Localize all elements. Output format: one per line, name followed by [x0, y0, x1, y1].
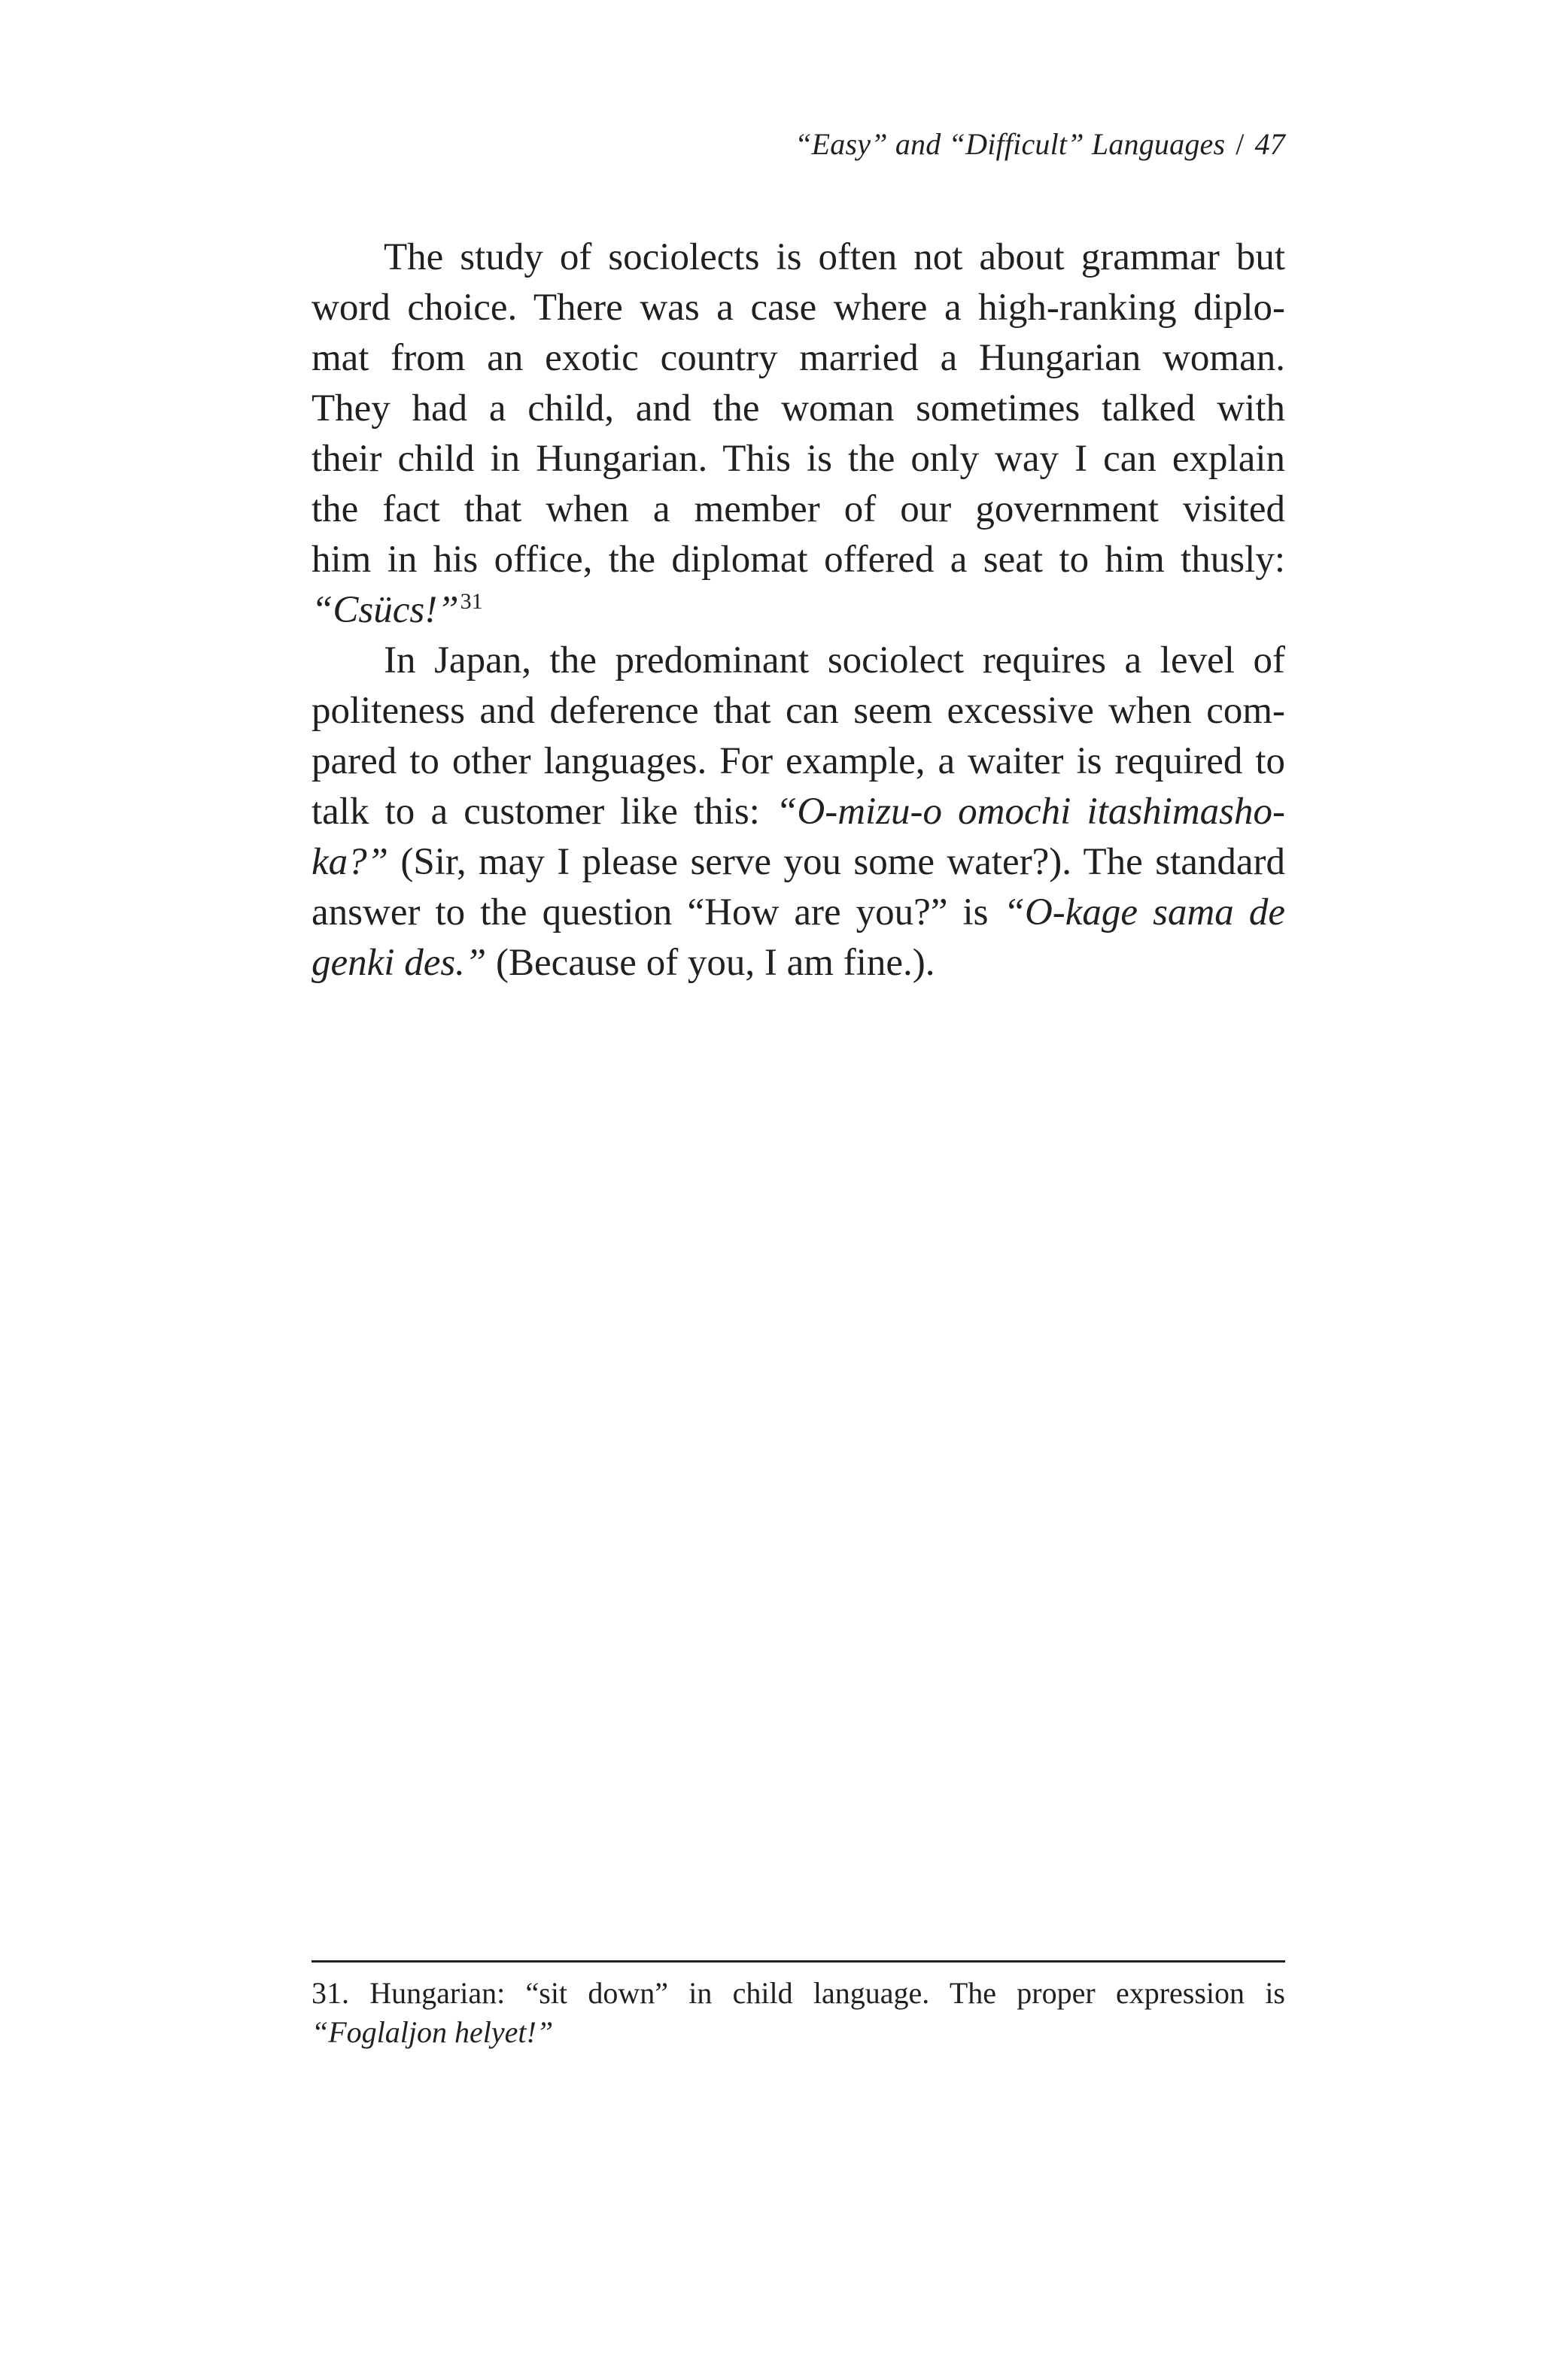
- p2-line-5: [312, 837, 1285, 888]
- header-title-q2: “Difficult”: [948, 127, 1084, 161]
- footnote-divider: [312, 1960, 1285, 1963]
- p2-line-6: [312, 888, 1285, 938]
- footnote-ref-31: 31: [460, 589, 483, 614]
- p1-line-5: their child in Hungarian. This is the only way I can explain: [312, 438, 1285, 480]
- header-separator: /: [1236, 127, 1245, 161]
- p1-line-4: They had a child, and the woman sometimes talked with: [312, 387, 1285, 430]
- p1-line-2: word choice. There was a case where a high-ranking diplo-: [312, 287, 1285, 329]
- p2-line-7-plain: (Because of you, I am fine.).: [486, 942, 935, 984]
- header-title-q1: “Easy”: [795, 127, 888, 161]
- p1-line-6: the fact that when a member of our government visited: [312, 488, 1285, 530]
- p2-line-6-italic: “O-kage sama de: [1003, 891, 1286, 933]
- paragraph-2: [312, 636, 1285, 988]
- p1-line-7: him in his office, the diplomat offered a seat to him thusly:: [312, 539, 1285, 581]
- footnote-italic-expression: “Foglaljon helyet!”: [312, 2015, 554, 2049]
- header-title-rest: Languages: [1091, 127, 1226, 161]
- p2-line-3: pared to other languages. For example, a waiter is required to: [312, 740, 1285, 782]
- p2-line-5-plain: (Sir, may I please serve you some water?). The standard: [388, 841, 1285, 883]
- page-number: 47: [1254, 127, 1285, 161]
- p2-line-5-italic: ka?”: [312, 841, 388, 883]
- p2-line-2: politeness and deference that can seem excessive when com-: [312, 690, 1285, 732]
- p1-line-3: mat from an exotic country married a Hungarian woman.: [312, 337, 1285, 379]
- csuccs-quote: “Csücs!”: [312, 589, 459, 631]
- footnote-line-1: 31. Hungarian: “sit down” in child language. The proper expression is: [312, 1976, 1285, 2010]
- footnote-line-2: [312, 2013, 1285, 2052]
- paragraph-1: [312, 232, 1285, 636]
- p2-line-4: [312, 787, 1285, 837]
- p2-line-6-plain: answer to the question “How are you?” is: [312, 891, 1004, 933]
- p2-line-7-italic: genki des.”: [312, 942, 487, 984]
- footnote-31: [312, 1974, 1285, 2052]
- p2-line-1: In Japan, the predominant sociolect requires a level of: [384, 639, 1285, 682]
- p2-line-4-plain: talk to a customer like this:: [312, 791, 777, 833]
- header-title-and: and: [895, 127, 941, 161]
- p1-line-8: [312, 585, 1285, 636]
- p2-line-4-italic: “O-mizu-o omochi itashimasho-: [776, 791, 1285, 833]
- body-text: [312, 232, 1285, 988]
- running-header: [312, 129, 1285, 159]
- p2-line-7: [312, 938, 1285, 988]
- p1-line-1: The study of sociolects is often not about grammar but: [384, 236, 1285, 278]
